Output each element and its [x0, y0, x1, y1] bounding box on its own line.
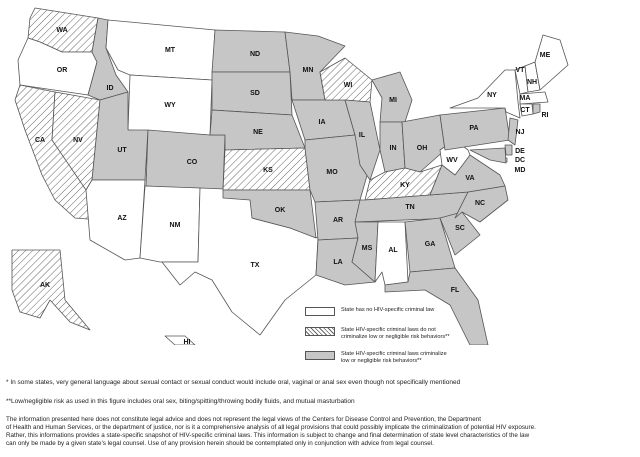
state-label-ak: AK: [39, 281, 51, 289]
state-ak: [12, 250, 90, 330]
state-co: [146, 130, 225, 190]
state-label-nm: NM: [169, 221, 181, 229]
state-label-mn: MN: [302, 66, 314, 74]
legend-label-none: State has no HIV-specific criminal law: [341, 307, 435, 313]
legend-swatch-hatched: [305, 327, 335, 336]
state-oh: [402, 115, 445, 172]
state-label-mt: MT: [164, 46, 176, 54]
state-label-pa: PA: [469, 124, 479, 132]
state-label-de: DE: [515, 147, 525, 155]
state-label-ks: KS: [263, 166, 273, 174]
state-label-tn: TN: [405, 203, 415, 211]
state-label-md: MD: [514, 166, 526, 174]
legend-swatch-none: [305, 307, 335, 316]
legal-disclaimer: The information presented here does not constitute legal advice and does not represent the legal views of the Centers for Disease Control and Prevention, the Department of Health and Human Services, or the department of justice, nor is it a comprehensive analysis of all legal provisions that could possibly implicate the criminalization of potential HIV exposure. Rather, this informations provides a state-specific snapshot of HIV-specific criminal laws. This information is subject to change and final determination of state level characteristics of the law can only be made by a given state's legal counsel. Use of any provision herein should be contemplated only in conjunction with advice from legal counsel.: [6, 416, 536, 447]
state-label-ga: GA: [424, 240, 436, 248]
state-label-ia: IA: [318, 118, 326, 126]
state-label-nv: NV: [73, 136, 83, 144]
state-label-ok: OK: [274, 206, 286, 214]
state-label-ms: MS: [361, 244, 373, 252]
state-label-oh: OH: [416, 144, 428, 152]
state-label-nd: ND: [249, 50, 261, 58]
state-me: [535, 35, 568, 90]
state-mt: [106, 20, 215, 80]
state-label-vt: VT: [515, 66, 525, 74]
state-label-nj: NJ: [515, 128, 525, 136]
state-label-or: OR: [56, 66, 68, 74]
state-az: [86, 180, 145, 260]
state-label-ca: CA: [34, 136, 46, 144]
state-label-va: VA: [465, 174, 475, 182]
state-label-ne: NE: [253, 128, 263, 136]
state-label-ma: MA: [519, 94, 531, 102]
state-label-dc: DC: [514, 156, 526, 164]
state-label-hi: HI: [183, 338, 191, 345]
state-label-wy: WY: [164, 101, 176, 109]
state-label-co: CO: [186, 158, 198, 166]
state-label-fl: FL: [450, 286, 460, 294]
state-label-la: LA: [333, 258, 343, 266]
state-hi: [165, 336, 195, 345]
state-label-ut: UT: [117, 146, 127, 154]
legend-label-gray: State HIV-specific criminal laws criminalize low or negligible risk behaviors**: [341, 351, 447, 364]
state-label-mo: MO: [326, 168, 338, 176]
legend-swatch-gray: [305, 351, 335, 360]
state-label-ri: RI: [541, 111, 549, 119]
legend-label-hatched: State HIV-specific criminal laws do not criminalize low or negligible risk behaviors**: [341, 327, 450, 340]
state-label-il: IL: [358, 131, 366, 139]
state-wi: [320, 58, 372, 102]
state-ri: [533, 104, 540, 114]
state-label-sd: SD: [250, 89, 260, 97]
state-label-wi: WI: [343, 81, 353, 89]
state-label-nc: NC: [474, 199, 486, 207]
state-label-ct: CT: [520, 106, 530, 114]
state-label-sc: SC: [455, 224, 465, 232]
state-label-wa: WA: [56, 26, 68, 34]
state-label-me: ME: [539, 51, 551, 59]
state-label-id: ID: [106, 84, 114, 92]
state-label-in: IN: [389, 144, 397, 152]
state-label-az: AZ: [117, 214, 127, 222]
state-label-mi: MI: [389, 96, 397, 104]
state-label-tx: TX: [250, 261, 260, 269]
state-label-ky: KY: [400, 181, 410, 189]
state-label-ny: NY: [487, 91, 497, 99]
footnote-low-risk: **Low/negligible risk as used in this figure includes oral sex, biting/spitting/throwing bodily fluids, and mutual masturbation: [6, 398, 355, 405]
state-label-al: AL: [388, 246, 398, 254]
state-label-ar: AR: [332, 216, 344, 224]
footnote-general-language: * In some states, very general language about sexual contact or sexual conduct would include oral, vaginal or anal sex even though not specifically mentioned: [6, 379, 461, 386]
state-label-nh: NH: [526, 78, 538, 86]
state-de: [505, 145, 512, 155]
state-label-wv: WV: [446, 156, 458, 164]
